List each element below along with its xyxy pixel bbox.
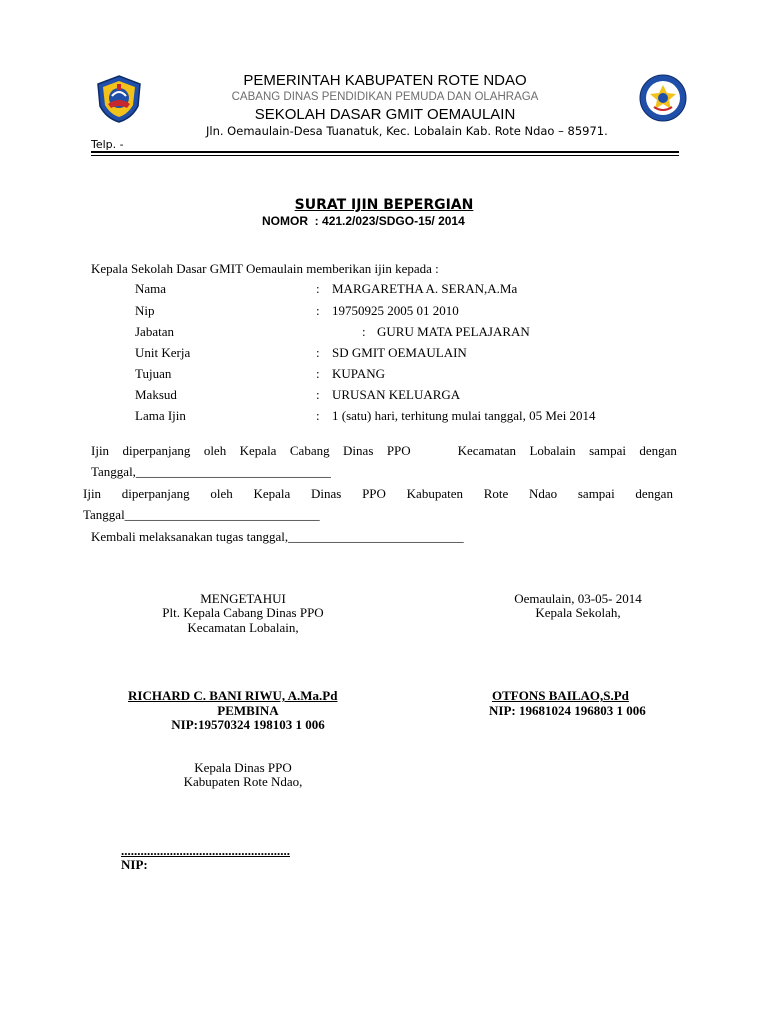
- sign-right-nip: NIP: 19681024 196803 1 006: [489, 703, 646, 718]
- word: Dinas: [311, 486, 342, 501]
- field-value: SD GMIT OEMAULAIN: [332, 345, 467, 360]
- header-line-2: CABANG DINAS PENDIDIKAN PEMUDA DAN OLAHRAGA: [231, 91, 539, 103]
- extension-1-date: Tanggal,______________________________: [91, 464, 331, 479]
- header-telp: Telp. -: [91, 138, 124, 151]
- word: Kabupaten: [406, 486, 463, 501]
- regency-crest-icon: [94, 74, 144, 124]
- word: Ijin: [91, 443, 110, 458]
- intro-text: Kepala Sekolah Dasar GMIT Oemaulain memberikan ijin kepada :: [91, 261, 439, 276]
- header-divider-thin: [91, 155, 679, 156]
- word: Kepala: [239, 443, 277, 458]
- field-colon: :: [316, 345, 320, 360]
- letter-number: [262, 214, 465, 228]
- sign-bottom-dots: ....................................................: [121, 843, 290, 858]
- field-value: 1 (satu) hari, terhitung mulai tanggal, 05 Mei 2014: [332, 408, 596, 423]
- field-value: GURU MATA PELAJARAN: [377, 324, 530, 339]
- sign-left-area: Kecamatan Lobalain,: [187, 620, 299, 635]
- field-label: Nama: [135, 281, 167, 296]
- field-colon: :: [316, 366, 320, 381]
- field-label: Maksud: [135, 387, 177, 402]
- word: sampai: [577, 486, 615, 501]
- return-line: Kembali melaksanakan tugas tanggal,___________________________: [91, 529, 464, 544]
- header-address: Jln. Oemaulain-Desa Tuanatuk, Kec. Lobalain Kab. Rote Ndao – 85971.: [206, 124, 608, 138]
- field-value: URUSAN KELUARGA: [332, 387, 461, 402]
- sign-bottom-nip: NIP:: [121, 857, 148, 872]
- field-label: Jabatan: [135, 324, 174, 339]
- sign-right-name: OTFONS BAILAO,S.Pd: [492, 688, 629, 703]
- word: dengan: [635, 486, 673, 501]
- word: Dinas: [343, 443, 374, 458]
- sign-left-rank: PEMBINA: [217, 703, 279, 718]
- word: oleh: [210, 486, 233, 501]
- nomor-colon: :: [314, 214, 319, 228]
- sign-right-role: Kepala Sekolah,: [535, 605, 621, 620]
- word: Cabang: [289, 443, 330, 458]
- word: dengan: [639, 443, 677, 458]
- field-label: Lama Ijin: [135, 408, 186, 423]
- sign-left-role: Plt. Kepala Cabang Dinas PPO: [162, 605, 324, 620]
- extension-2-text: [83, 486, 673, 502]
- field-colon: :: [316, 387, 320, 402]
- word: PPO: [386, 443, 411, 458]
- nomor-label: NOMOR: [262, 214, 308, 228]
- left-logo: [94, 74, 144, 124]
- right-logo: [638, 73, 688, 123]
- word: oleh: [203, 443, 227, 458]
- sign-left-name: RICHARD C. BANI RIWU, A.Ma.Pd: [128, 688, 338, 703]
- sign-left-nip: NIP:19570324 198103 1 006: [171, 717, 325, 732]
- field-label: Unit Kerja: [135, 345, 191, 360]
- word: Ijin: [83, 486, 102, 501]
- word: Kepala: [253, 486, 291, 501]
- extension-2-date: Tanggal______________________________: [83, 507, 320, 522]
- word: Kecamatan: [457, 443, 517, 458]
- sign-left-heading: MENGETAHUI: [200, 591, 286, 606]
- field-label: Nip: [135, 303, 155, 318]
- sign-bottom-role: Kepala Dinas PPO: [194, 760, 292, 775]
- field-label: Tujuan: [135, 366, 172, 381]
- header-line-3: SEKOLAH DASAR GMIT OEMAULAIN: [254, 106, 516, 123]
- tut-wuri-handayani-icon: [638, 73, 688, 123]
- sign-bottom-area: Kabupaten Rote Ndao,: [183, 774, 303, 789]
- nomor-value: 421.2/023/SDGO-15/ 2014: [322, 214, 465, 228]
- word: sampai: [589, 443, 626, 458]
- field-colon: :: [316, 408, 320, 423]
- field-colon: :: [362, 324, 366, 339]
- extension-1-text: [91, 443, 677, 459]
- field-colon: :: [316, 281, 320, 296]
- header-line-1: PEMERINTAH KABUPATEN ROTE NDAO: [243, 72, 527, 89]
- header-divider: [91, 151, 679, 153]
- word-gap: [424, 443, 444, 459]
- word: diperpanjang: [121, 486, 190, 501]
- word: Lobalain: [529, 443, 576, 458]
- word: PPO: [362, 486, 386, 501]
- field-value: MARGARETHA A. SERAN,A.Ma: [332, 281, 518, 296]
- word: diperpanjang: [122, 443, 191, 458]
- word: Ndao: [528, 486, 558, 501]
- field-value: 19750925 2005 01 2010: [332, 303, 459, 318]
- field-colon: :: [316, 303, 320, 318]
- field-value: KUPANG: [332, 366, 385, 381]
- letter-title: SURAT IJIN BEPERGIAN: [294, 197, 474, 213]
- word: Rote: [483, 486, 509, 501]
- sign-right-place-date: Oemaulain, 03-05- 2014: [514, 591, 642, 606]
